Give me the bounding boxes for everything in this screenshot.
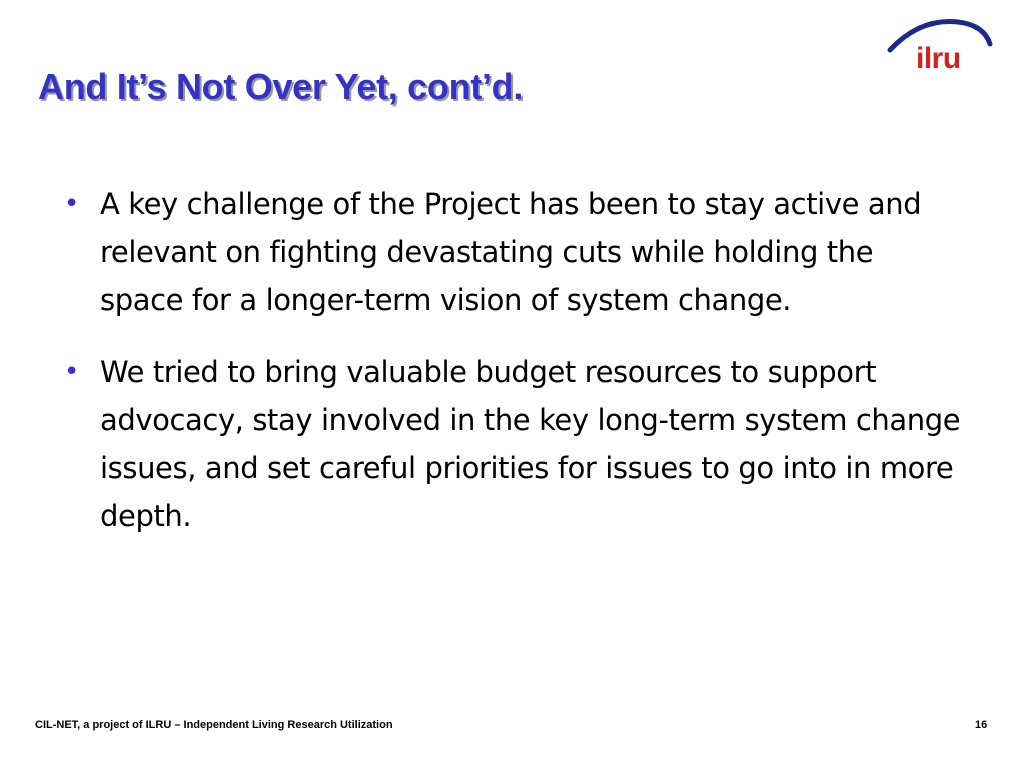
logo-text: ilru (916, 42, 961, 75)
page-number: 16 (975, 719, 988, 731)
ilru-logo (880, 14, 998, 76)
slide-title: And It’s Not Over Yet, cont’d. (38, 66, 524, 107)
bullet-text: A key challenge of the Project has been to stay active and relevant on fighting devastating cuts while holding the space for a longer-term vision of system change. (100, 187, 922, 317)
bullet-list (64, 180, 964, 564)
bullet-marker: • (64, 189, 79, 219)
bullet-text: We tried to bring valuable budget resources to support advocacy, stay involved in the key long-term system change issues, and set careful priorities for issues to go into in more depth. (100, 355, 961, 533)
footer-org-text: CIL-NET, a project of ILRU – Independent Living Research Utilization (35, 719, 393, 731)
bullet-item (64, 180, 964, 324)
bullet-marker: • (64, 357, 79, 387)
bullet-item (64, 348, 964, 540)
